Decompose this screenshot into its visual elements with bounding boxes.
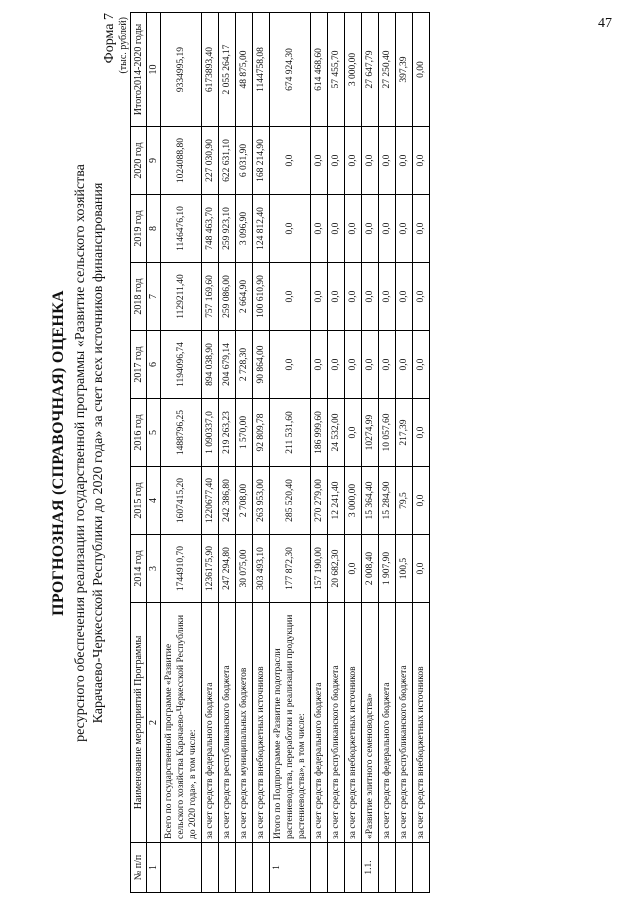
value-cell: 0,0 bbox=[345, 195, 362, 263]
value-cell: 57 455,70 bbox=[328, 13, 345, 127]
value-cell: 1024088,80 bbox=[161, 127, 202, 195]
value-cell: 177 872,30 bbox=[270, 535, 311, 603]
table-row bbox=[362, 13, 379, 893]
value-cell: 0,0 bbox=[311, 263, 328, 331]
row-name: Итого по Подпрограмме «Развитие подотрасли растениеводства, переработки и реализации продукции растениеводства», в том числе: bbox=[270, 603, 311, 843]
column-index: 1 bbox=[147, 843, 161, 893]
value-cell: 0,0 bbox=[328, 127, 345, 195]
value-cell: 2 055 264,17 bbox=[219, 13, 236, 127]
value-cell: 259 086,00 bbox=[219, 263, 236, 331]
value-cell: 757 169,60 bbox=[202, 263, 219, 331]
value-cell: 24 532,00 bbox=[328, 399, 345, 467]
value-cell: 0,0 bbox=[270, 127, 311, 195]
column-index: 7 bbox=[147, 263, 161, 331]
value-cell: 27 647,79 bbox=[362, 13, 379, 127]
row-name: за счет средств республиканского бюджета bbox=[396, 603, 413, 843]
value-cell: 270 279,00 bbox=[311, 467, 328, 535]
value-cell: 0,0 bbox=[413, 263, 430, 331]
row-number: 1.1. bbox=[362, 843, 379, 893]
row-number bbox=[413, 843, 430, 893]
value-cell: 2 708,00 bbox=[236, 467, 253, 535]
value-cell: 242 386,80 bbox=[219, 467, 236, 535]
form-label: Форма 7 bbox=[102, 13, 117, 64]
value-cell: 1146476,10 bbox=[161, 195, 202, 263]
header-cell: Наименование мероприятий Программы bbox=[131, 603, 147, 843]
row-number bbox=[236, 843, 253, 893]
value-cell: 0,0 bbox=[379, 127, 396, 195]
value-cell: 0,0 bbox=[345, 535, 362, 603]
value-cell: 0,0 bbox=[413, 331, 430, 399]
row-name: «Развитие элитного семеноводства» bbox=[362, 603, 379, 843]
row-name: за счет средств федерального бюджета bbox=[202, 603, 219, 843]
row-number: 1 bbox=[270, 843, 311, 893]
value-cell: 0,0 bbox=[379, 263, 396, 331]
value-cell: 0,0 bbox=[270, 263, 311, 331]
value-cell: 90 864,00 bbox=[253, 331, 270, 399]
table-body bbox=[161, 13, 430, 893]
value-cell: 2 008,40 bbox=[362, 535, 379, 603]
value-cell: 285 520,40 bbox=[270, 467, 311, 535]
value-cell: 0,0 bbox=[345, 263, 362, 331]
value-cell: 100 610,90 bbox=[253, 263, 270, 331]
value-cell: 622 631,10 bbox=[219, 127, 236, 195]
value-cell: 9334995,19 bbox=[161, 13, 202, 127]
value-cell: 748 463,70 bbox=[202, 195, 219, 263]
header-cell: № п/п bbox=[131, 843, 147, 893]
row-number bbox=[253, 843, 270, 893]
value-cell: 0,0 bbox=[328, 263, 345, 331]
row-number bbox=[345, 843, 362, 893]
document-subtitle bbox=[72, 13, 108, 893]
header-cell: Итого2014-2020 годы bbox=[131, 13, 147, 127]
value-cell: 0,0 bbox=[413, 127, 430, 195]
value-cell: 0,0 bbox=[270, 331, 311, 399]
row-number bbox=[202, 843, 219, 893]
table-row bbox=[328, 13, 345, 893]
column-index: 8 bbox=[147, 195, 161, 263]
units-label: (тыс. рублей) bbox=[118, 17, 129, 74]
value-cell: 263 953,00 bbox=[253, 467, 270, 535]
value-cell: 1744910,70 bbox=[161, 535, 202, 603]
value-cell: 0,0 bbox=[345, 399, 362, 467]
header-cell: 2016 год bbox=[131, 399, 147, 467]
value-cell: 204 679,14 bbox=[219, 331, 236, 399]
value-cell: 15 284,90 bbox=[379, 467, 396, 535]
row-number bbox=[328, 843, 345, 893]
header-cell: 2014 год bbox=[131, 535, 147, 603]
row-name: за счет средств внебюджетных источников bbox=[253, 603, 270, 843]
table-row bbox=[202, 13, 219, 893]
column-index-row bbox=[147, 13, 161, 893]
value-cell: 0,0 bbox=[413, 467, 430, 535]
value-cell: 168 214,90 bbox=[253, 127, 270, 195]
header-cell: 2020 год bbox=[131, 127, 147, 195]
value-cell: 0,0 bbox=[328, 195, 345, 263]
value-cell: 674 924,30 bbox=[270, 13, 311, 127]
value-cell: 1144758,08 bbox=[253, 13, 270, 127]
subtitle-line: Карачаево-Черкесской Республики до 2020 года» за счет всех источников финансирования bbox=[91, 182, 106, 724]
value-cell: 0,0 bbox=[379, 195, 396, 263]
value-cell: 1220677,40 bbox=[202, 467, 219, 535]
value-cell: 219 263,23 bbox=[219, 399, 236, 467]
value-cell: 1129211,40 bbox=[161, 263, 202, 331]
value-cell: 0,00 bbox=[413, 13, 430, 127]
value-cell: 92 809,78 bbox=[253, 399, 270, 467]
value-cell: 157 190,00 bbox=[311, 535, 328, 603]
table-row bbox=[219, 13, 236, 893]
value-cell: 0,0 bbox=[345, 127, 362, 195]
row-number bbox=[379, 843, 396, 893]
value-cell: 3 096,90 bbox=[236, 195, 253, 263]
value-cell: 2 664,90 bbox=[236, 263, 253, 331]
row-name: за счет средств муниципальных бюджетов bbox=[236, 603, 253, 843]
value-cell: 186 999,60 bbox=[311, 399, 328, 467]
table-row bbox=[345, 13, 362, 893]
value-cell: 100,5 bbox=[396, 535, 413, 603]
header-cell: 2015 год bbox=[131, 467, 147, 535]
value-cell: 0,0 bbox=[362, 331, 379, 399]
value-cell: 1488796,25 bbox=[161, 399, 202, 467]
value-cell: 1 907,90 bbox=[379, 535, 396, 603]
value-cell: 894 038,90 bbox=[202, 331, 219, 399]
value-cell: 10274,99 bbox=[362, 399, 379, 467]
value-cell: 48 875,00 bbox=[236, 13, 253, 127]
subtitle-line: ресурсного обеспечения реализации государственной программы «Развитие сельского хозяйства bbox=[73, 164, 88, 742]
value-cell: 27 250,40 bbox=[379, 13, 396, 127]
value-cell: 6 031,90 bbox=[236, 127, 253, 195]
value-cell: 259 923,10 bbox=[219, 195, 236, 263]
value-cell: 0,0 bbox=[362, 127, 379, 195]
value-cell: 15 364,40 bbox=[362, 467, 379, 535]
value-cell: 303 493,10 bbox=[253, 535, 270, 603]
row-number bbox=[311, 843, 328, 893]
header-cell: 2019 год bbox=[131, 195, 147, 263]
value-cell: 614 468,60 bbox=[311, 13, 328, 127]
value-cell: 6173893,40 bbox=[202, 13, 219, 127]
funding-table bbox=[130, 12, 430, 893]
value-cell: 217,39 bbox=[396, 399, 413, 467]
value-cell: 0,0 bbox=[270, 195, 311, 263]
table-row bbox=[311, 13, 328, 893]
value-cell: 1 570,00 bbox=[236, 399, 253, 467]
header-cell: 2017 год bbox=[131, 331, 147, 399]
value-cell: 20 682,30 bbox=[328, 535, 345, 603]
value-cell: 0,0 bbox=[413, 195, 430, 263]
table-header-row bbox=[131, 13, 147, 893]
header-cell: 2018 год bbox=[131, 263, 147, 331]
column-index: 3 bbox=[147, 535, 161, 603]
row-number bbox=[396, 843, 413, 893]
column-index: 6 bbox=[147, 331, 161, 399]
value-cell: 0,0 bbox=[413, 399, 430, 467]
value-cell: 10 057,60 bbox=[379, 399, 396, 467]
row-number bbox=[161, 843, 202, 893]
row-name: за счет средств федерального бюджета bbox=[379, 603, 396, 843]
value-cell: 0,0 bbox=[396, 263, 413, 331]
value-cell: 0,0 bbox=[328, 331, 345, 399]
value-cell: 0,0 bbox=[413, 535, 430, 603]
value-cell: 124 812,40 bbox=[253, 195, 270, 263]
table-row bbox=[253, 13, 270, 893]
column-index: 2 bbox=[147, 603, 161, 843]
value-cell: 247 294,80 bbox=[219, 535, 236, 603]
value-cell: 30 075,00 bbox=[236, 535, 253, 603]
row-number bbox=[219, 843, 236, 893]
row-name: за счет средств федерального бюджета bbox=[311, 603, 328, 843]
value-cell: 12 241,40 bbox=[328, 467, 345, 535]
page-number: 47 bbox=[598, 16, 612, 31]
column-index: 9 bbox=[147, 127, 161, 195]
value-cell: 0,0 bbox=[396, 127, 413, 195]
value-cell: 3 000,00 bbox=[345, 13, 362, 127]
value-cell: 0,0 bbox=[396, 195, 413, 263]
row-name: за счет средств внебюджетных источников bbox=[345, 603, 362, 843]
value-cell: 0,0 bbox=[379, 331, 396, 399]
table-row bbox=[396, 13, 413, 893]
table-row bbox=[236, 13, 253, 893]
value-cell: 3 000,00 bbox=[345, 467, 362, 535]
row-name: Всего по государственной программе «Развитие сельского хозяйства Карачаево-Черкесской Республики до 2020 года», в том числе: bbox=[161, 603, 202, 843]
value-cell: 0,0 bbox=[362, 263, 379, 331]
value-cell: 1236175,90 bbox=[202, 535, 219, 603]
value-cell: 1 090337,0 bbox=[202, 399, 219, 467]
value-cell: 211 531,60 bbox=[270, 399, 311, 467]
value-cell: 0,0 bbox=[362, 195, 379, 263]
value-cell: 1607415,20 bbox=[161, 467, 202, 535]
table-row bbox=[161, 13, 202, 893]
value-cell: 397,39 bbox=[396, 13, 413, 127]
value-cell: 79,5 bbox=[396, 467, 413, 535]
table-row bbox=[413, 13, 430, 893]
value-cell: 0,0 bbox=[311, 331, 328, 399]
value-cell: 0,0 bbox=[311, 195, 328, 263]
table-row bbox=[379, 13, 396, 893]
value-cell: 0,0 bbox=[396, 331, 413, 399]
value-cell: 227 030,90 bbox=[202, 127, 219, 195]
row-name: за счет средств внебюджетных источников bbox=[413, 603, 430, 843]
document-title: ПРОГНОЗНАЯ (СПРАВОЧНАЯ) ОЦЕНКА bbox=[50, 290, 67, 616]
row-name: за счет средств республиканского бюджета bbox=[219, 603, 236, 843]
column-index: 4 bbox=[147, 467, 161, 535]
value-cell: 0,0 bbox=[345, 331, 362, 399]
table-row bbox=[270, 13, 311, 893]
column-index: 5 bbox=[147, 399, 161, 467]
value-cell: 0,0 bbox=[311, 127, 328, 195]
value-cell: 1194096,74 bbox=[161, 331, 202, 399]
value-cell: 2 728,30 bbox=[236, 331, 253, 399]
rotated-page-content bbox=[22, 13, 617, 893]
column-index: 10 bbox=[147, 13, 161, 127]
row-name: за счет средств республиканского бюджета bbox=[328, 603, 345, 843]
